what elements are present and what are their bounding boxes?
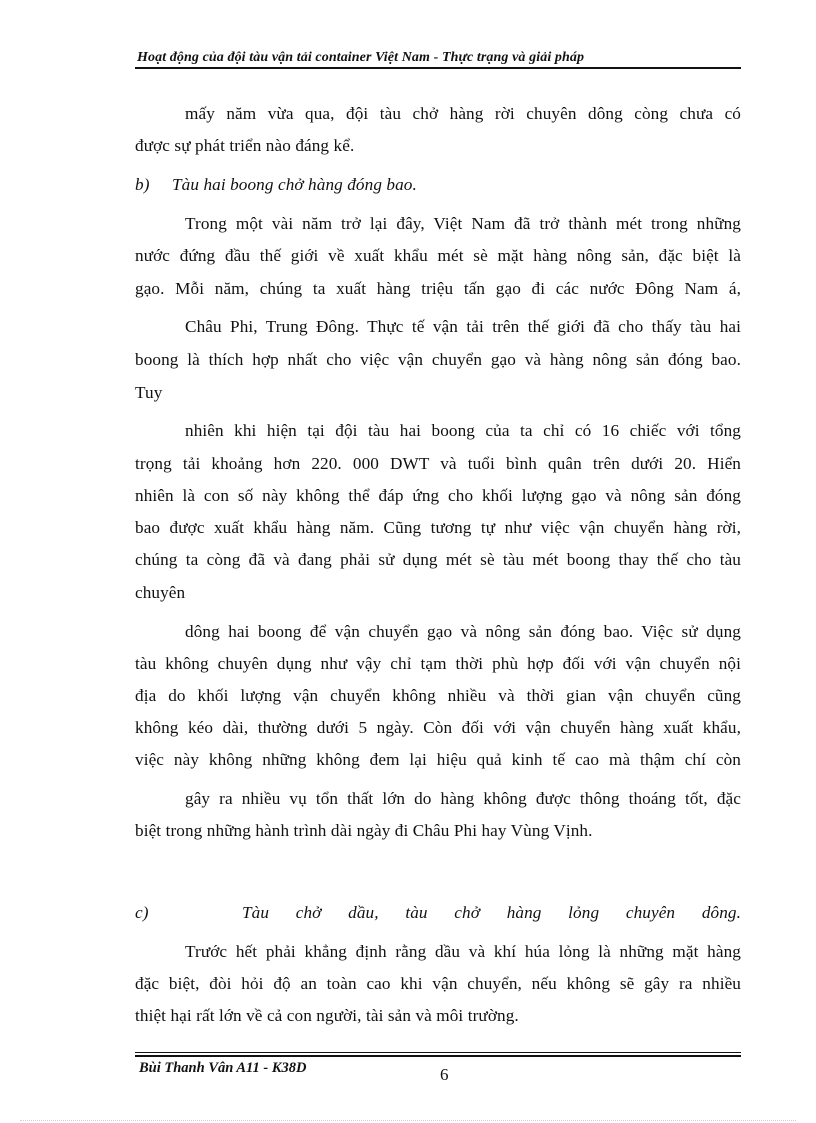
body-line: gạo. Mỗi năm, chúng ta xuất hàng triệu tấn gạo đi các nước Đông Nam á, <box>135 279 741 298</box>
body-line: gây ra nhiều vụ tổn thất lớn do hàng không được thông thoáng tốt, đặc <box>185 789 741 808</box>
body-line: trọng tải khoảng hơn 220. 000 DWT và tuổi bình quân trên dưới 20. Hiển <box>135 454 741 473</box>
footer-rule <box>135 1052 741 1053</box>
body-line: đặc biệt, đòi hỏi độ an toàn cao khi vận chuyển, nếu không sẽ gây ra nhiều <box>135 974 741 993</box>
header-rule <box>135 67 741 69</box>
body-line: việc này không những không đem lại hiệu quả kinh tế cao mà thậm chí còn <box>135 750 741 769</box>
body-line: bao được xuất khẩu hàng năm. Cũng tương tự như việc vận chuyển hàng rời, <box>135 518 741 537</box>
page-bottom-border <box>20 1120 796 1121</box>
body-line: địa do khối lượng vận chuyển không nhiều và thời gian vận chuyển cũng <box>135 686 741 705</box>
body-line: Châu Phi, Trung Đông. Thực tế vận tải trên thế giới đã cho thấy tàu hai <box>185 317 741 336</box>
body-line: Trong một vài năm trở lại đây, Việt Nam đã trở thành mét trong những <box>185 214 741 233</box>
body-line: biệt trong những hành trình dài ngày đi Châu Phi hay Vùng Vịnh. <box>135 821 593 840</box>
section-heading-c: Tàu chở dầu, tàu chở hàng lỏng chuyên dông. <box>242 903 741 922</box>
body-line: nhiên là con số này không thể đáp ứng cho khối lượng gạo và nông sản đóng <box>135 486 741 505</box>
footer-rule <box>135 1055 741 1057</box>
body-line: không kéo dài, thường dưới 5 ngày. Còn đối với vận chuyển hàng xuất khẩu, <box>135 718 741 737</box>
body-line: mấy năm vừa qua, đội tàu chở hàng rời chuyên dông còng chưa có <box>185 104 741 123</box>
body-line: được sự phát triển nào đáng kể. <box>135 136 355 155</box>
body-line: boong là thích hợp nhất cho việc vận chuyển gạo và hàng nông sản đóng bao. <box>135 350 741 369</box>
body-line: chuyên <box>135 583 186 602</box>
body-line: thiệt hại rất lớn về cả con người, tài sản và môi trường. <box>135 1006 519 1025</box>
body-line: Tuy <box>135 383 163 402</box>
body-line: Trước hết phải khẳng định rằng dầu và khí húa lỏng là những mặt hàng <box>185 942 741 961</box>
footer-author: Bùi Thanh Vân A11 - K38D <box>139 1060 307 1076</box>
body-line: nhiên khi hiện tại đội tàu hai boong của ta chỉ có 16 chiếc với tổng <box>185 421 741 440</box>
body-line: nước đứng đầu thế giới về xuất khẩu mét sè mặt hàng nông sản, đặc biệt là <box>135 246 741 265</box>
section-heading-b: Tàu hai boong chở hàng đóng bao. <box>172 175 417 194</box>
section-marker-b: b) <box>135 175 150 194</box>
header-title: Hoạt động của đội tàu vận tải container Việt Nam - Thực trạng và giải pháp <box>137 50 585 65</box>
body-line: chúng ta còng đã và đang phải sử dụng mét sè tàu mét boong thay thế cho tàu <box>135 550 741 569</box>
body-line: dông hai boong để vận chuyển gạo và nông sản đóng bao. Việc sử dụng <box>185 622 741 641</box>
page-number: 6 <box>440 1065 449 1084</box>
section-marker-c: c) <box>135 903 149 922</box>
body-line: tàu không chuyên dụng như vậy chỉ tạm thời phù hợp đối với vận chuyển nội <box>135 654 741 673</box>
